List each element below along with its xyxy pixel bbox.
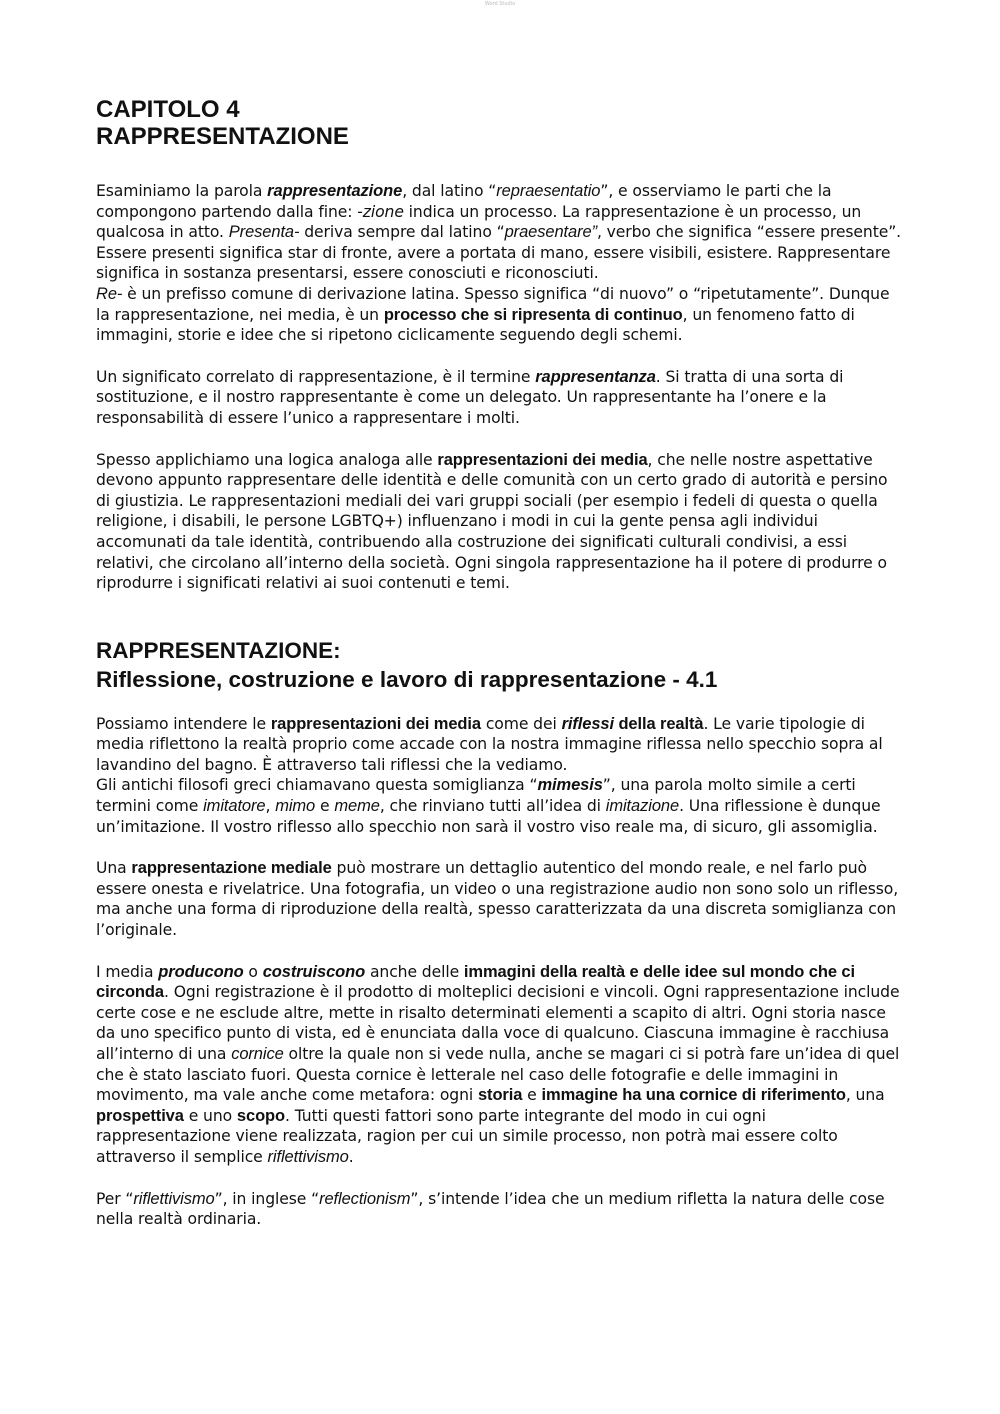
text: ”, una parola molto simile a certi termini come: [96, 776, 856, 816]
text: e: [522, 1086, 542, 1105]
text: ”, in inglese “: [214, 1189, 320, 1208]
text: Esaminiamo la parola: [96, 182, 268, 200]
emphasis: riflessi: [561, 714, 614, 733]
text: e: [315, 797, 335, 816]
text: è un prefisso comune di derivazione latina. Spesso significa “di nuovo” o “ripetutamente”. Dunque la rappresentazione, nei media, è un: [96, 284, 890, 324]
paragraph-3: [96, 450, 904, 594]
emphasis: immagine ha una cornice di riferimento: [541, 1086, 846, 1105]
emphasis: praesentare”: [504, 223, 597, 242]
text: I media: [96, 962, 159, 981]
emphasis: producono: [158, 962, 244, 981]
emphasis: scopo: [236, 1106, 286, 1125]
text: , verbo che significa “essere presente”. Essere presenti significa star di fronte, avere a portata di mano, essere visibili, esistere. Rappresentare significa in sostanza presentarsi, essere conosciuti e riconosciuti.: [96, 223, 902, 283]
paragraph-2: [96, 367, 904, 429]
text: . Si tratta di una sorta di sostituzione, e il nostro rappresentante è come un delegato. Un rappresentante ha l’onere e la responsabilità di essere l’unico a rappresentare i molti.: [96, 367, 844, 427]
text: ”, e osserviamo le parti che la compongono partendo dalla fine: -: [96, 182, 832, 221]
chapter-name: RAPPRESENTAZIONE: [96, 123, 349, 150]
paragraph-5: [96, 858, 904, 940]
text: o: [243, 962, 263, 981]
emphasis: zione: [362, 202, 404, 221]
document-content: [96, 96, 904, 1251]
paragraph-4: [96, 714, 904, 838]
text: . Le varie tipologie di media riflettono la realtà proprio come accade con la nostra immagine riflessa nello specchio sopra al lavandino del bagno. È attraverso tali riflessi che la vediamo.: [96, 714, 883, 774]
paragraph-1: [96, 181, 904, 346]
text: . Una riflessione è dunque un’imitazione. Il vostro riflesso allo specchio non sarà il vostro viso reale ma, di sicuro, gli assomiglia.: [96, 797, 881, 836]
text: , che rinviano tutti all’idea di: [379, 797, 606, 816]
emphasis: Re-: [96, 284, 123, 303]
chapter-title: [96, 96, 904, 150]
text: deriva sempre dal latino “: [299, 223, 505, 242]
text: ,: [265, 797, 276, 816]
emphasis: repraesentatio: [496, 182, 601, 200]
emphasis: mimesis: [537, 776, 603, 795]
emphasis: mimo: [275, 797, 316, 816]
emphasis: meme: [334, 797, 380, 816]
section-title-line1: RAPPRESENTAZIONE:: [96, 637, 341, 663]
text: oltre la quale non si vede nulla, anche se magari ci si potrà fare un’idea di quel che è stato lasciato fuori. Questa cornice è letterale nel caso delle fotografie e delle immagini in movimento, ma vale anche come metafora: ogni: [96, 1045, 900, 1105]
text: come dei: [480, 714, 562, 733]
text: può mostrare un dettaglio autentico del mondo reale, e nel farlo può essere onesta e rivelatrice. Una fotografia, un video o una registrazione audio non sono solo un riflesso, ma anche una forma di riproduzione della realtà, spesso caratterizzata da una discreta somiglianza con l’originale.: [96, 859, 899, 940]
emphasis: storia: [477, 1086, 523, 1105]
emphasis: rappresentazione mediale: [131, 859, 332, 878]
text: , un fenomeno fatto di immagini, storie e idee che si ripetono ciclicamente seguendo degli schemi.: [96, 305, 855, 345]
emphasis: reflectionism: [319, 1189, 411, 1208]
text: . Tutti questi fattori sono parte integrante del modo in cui ogni rappresentazione viene realizzata, ragion per cui un simile processo, non potrà mai essere colto attraverso il semplice: [96, 1106, 838, 1166]
text: e uno: [183, 1106, 237, 1125]
paragraph-6: [96, 962, 904, 1168]
emphasis: rappresentanza: [535, 367, 656, 386]
emphasis: processo che si ripresenta di continuo: [383, 305, 683, 324]
text: . Ogni registrazione è il prodotto di molteplici decisioni e vincoli. Ogni rappresentazione include certe cose e ne esclude altre, mette in risalto determinati elementi a scapito di altri. Ogni storia nasce da uno specifico punto di vista, ed è enunciata dalla voce di qualcuno. Ciascuna immagine è racchiusa all’interno di una: [96, 983, 900, 1063]
watermark: Word Studio: [484, 1, 516, 7]
emphasis: rappresentazioni dei media: [270, 714, 481, 733]
text: Gli antichi filosofi greci chiamavano questa somiglianza “: [96, 776, 538, 795]
emphasis: cornice: [231, 1045, 284, 1063]
emphasis: prospettiva: [96, 1106, 184, 1125]
emphasis: costruiscono: [262, 962, 366, 981]
text: .: [348, 1147, 354, 1166]
emphasis: immagini della realtà e delle idee sul mondo che ci circonda: [96, 962, 855, 1002]
emphasis: della realtà: [613, 714, 704, 733]
text: Un significato correlato di rappresentazione, è il termine: [96, 367, 536, 386]
emphasis: imitazione: [605, 797, 680, 816]
emphasis: riflettivismo: [133, 1189, 215, 1208]
text: ”, s’intende l’idea che un medium rifletta la natura delle cose nella realtà ordinaria.: [96, 1189, 885, 1229]
text: Per “: [96, 1189, 134, 1208]
text: Possiamo intendere le: [96, 714, 271, 733]
paragraph-7: [96, 1189, 904, 1230]
section-title: [96, 636, 904, 694]
emphasis: rappresentazioni dei media: [437, 450, 648, 469]
text: Spesso applichiamo una logica analoga alle: [96, 450, 438, 469]
text: Una: [96, 859, 132, 878]
emphasis: rappresentazione: [267, 182, 403, 200]
text: indica un processo. La rappresentazione è un processo, un qualcosa in atto.: [96, 202, 862, 242]
emphasis: riflettivismo: [267, 1147, 349, 1166]
chapter-number: CAPITOLO 4: [96, 96, 240, 123]
text: , dal latino “: [402, 182, 497, 200]
section-title-line2: Riflessione, costruzione e lavoro di rappresentazione - 4.1: [96, 666, 718, 692]
emphasis: Presenta-: [228, 223, 300, 242]
text: , che nelle nostre aspettative devono appunto rappresentare delle identità e delle comunità con un certo grado di autorità e persino di giustizia. Le rappresentazioni mediali dei vari gruppi sociali (per esempio i fedeli di questa o quella religione, i disabili, le persone LGBTQ+) influenzano i modi in cui la gente pensa agli individui accomunati da tale identità, contribuendo alla costruzione dei significati culturali condivisi, a essi relativi, che circolano all’interno della società. Ogni singola rappresentazione ha il potere di produrre o riprodurre i significati relativi ai suoi contenuti e temi.: [96, 450, 888, 593]
text: , una: [845, 1086, 885, 1105]
text: anche delle: [365, 962, 464, 981]
emphasis: imitatore: [203, 797, 266, 816]
